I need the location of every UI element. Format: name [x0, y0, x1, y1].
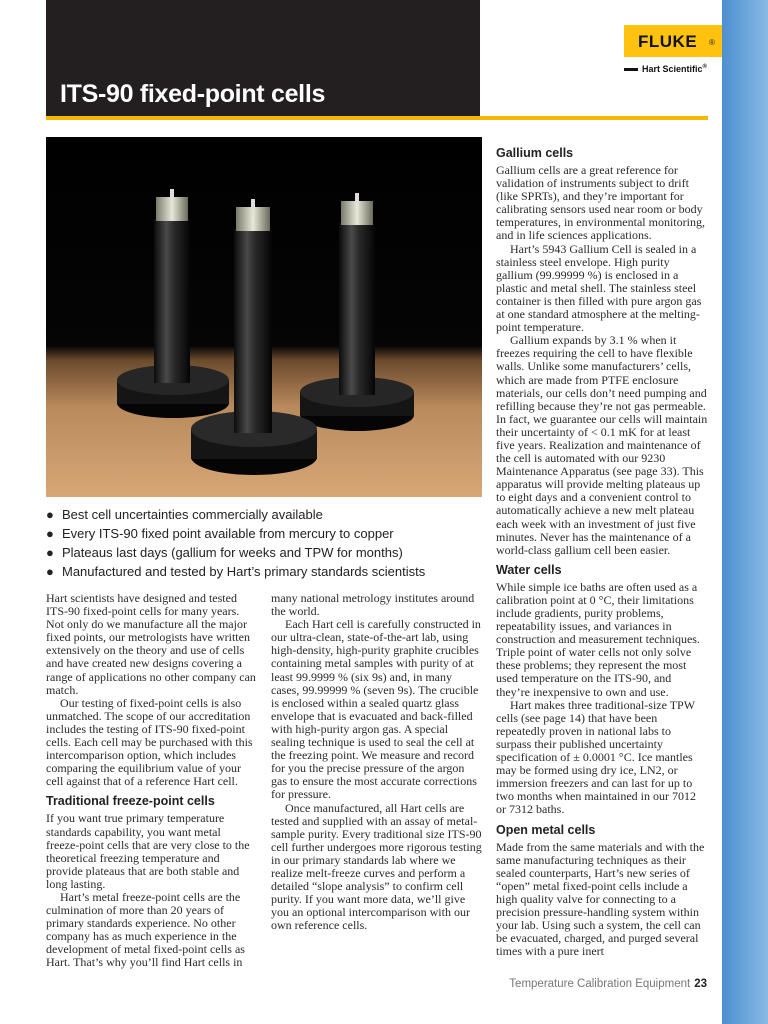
body-paragraph: Made from the same materials and with the same manufacturing techniques as their sealed counterparts, Hart’s new series of “open” metal fixed-point cells include a high quality valve for connecting to a precision pressure-handling system within your lab. Using such a system, the cell can be evacuated, charged, and purged several times with a pure inert: [496, 839, 705, 959]
bullet-item: [44, 524, 484, 543]
bullet-dot-icon: ●: [46, 526, 54, 541]
intro-paragraph: Our testing of fixed-point cells is also unmatched. The scope of our accreditation includes the testing of ITS-90 fixed-point cells. Each cell may be purchased with this intercomparison option, which includes comparing the equilibrium value of your cell against that of a reference Hart cell.: [46, 695, 253, 789]
logo-registered-mark: ®: [709, 38, 715, 47]
hart-registered-mark: ®: [702, 64, 707, 70]
intro-paragraph: Hart scientists have designed and tested ITS-90 fixed-point cells for many years. Not only do we manufacture all the major fixed points, our metrologists have written extensively on the theory and use of cells and have created new designs covering a range of applications no other company can match.: [46, 591, 256, 697]
title-rule: [46, 116, 708, 120]
side-stripe: [722, 0, 768, 1024]
bullet-dot-icon: ●: [46, 507, 54, 522]
bullet-dot-icon: ●: [46, 545, 54, 560]
page-number: 23: [694, 978, 707, 990]
body-paragraph: Hart makes three traditional-size TPW cells (see page 14) that have been repeatedly proven in national labs to surpass their published uncertainty specification of ± 0.0001 °C. Ice mantles may be formed using dry ice, LN2, or immersion freezers and can last for up to two months when maintained in our 7012 or 7312 baths.: [496, 697, 696, 817]
body-paragraph: Hart’s 5943 Gallium Cell is sealed in a stainless steel envelope. High purity gallium (99.99999 %) is enclosed in a plastic and metal shell. The stainless steel container is then filled with pure argon gas at one standard atmosphere at the melting-point temperature.: [496, 241, 702, 335]
body-paragraph: If you want true primary temperature standards capability, you want metal freeze-point cells that are very close to the theoretical freezing temperature and provide plateaus that are both stable and long lasting.: [46, 811, 250, 891]
bullet-dot-icon: ●: [46, 564, 54, 579]
body-paragraph: Gallium expands by 3.1 % when it freezes requiring the cell to have flexible walls. Unlike some manufacturers’ cells, which are made from PTFE enclosure materials, our cells don’t need pumping and refilling because they’re not gas permeable. In fact, we guarantee our cells will maintain their uncertainty of < 0.1 mK for at least five years. Realization and maintenance of the cell is automated with our 9230 Maintenance Apparatus (see page 33). This apparatus will provide melting plateaus up to eight days and a convenient control to automatically achieve a new melt plateau each week with an investment of just five minutes. Never has the maintenance of a world-class gallium cell been easier.: [496, 333, 708, 557]
page-footer: [509, 978, 707, 990]
footer-label: Temperature Calibration Equipment: [509, 978, 691, 990]
feature-bullet-list: [44, 505, 484, 581]
bullet-text: Every ITS-90 fixed point available from mercury to copper: [62, 526, 394, 541]
body-paragraph: many national metrology institutes around the world.: [271, 591, 475, 619]
bullet-text: Plateaus last days (gallium for weeks and TPW for months): [62, 545, 403, 560]
fluke-logo: [624, 25, 722, 57]
logo-text: FLUKE: [638, 32, 698, 51]
body-paragraph: Gallium cells are a great reference for validation of instruments subject to drift (like SPRTs), and they’re important for calibrating sensors used near room or body temperatures, in environmental monitoring, and in life sciences applications.: [496, 163, 705, 243]
body-paragraph: While simple ice baths are often used as a calibration point at 0 °C, their limitations include gradients, purity problems, repeatability issues, and variances in construction and measurement techniques. Triple point of water cells not only solve these problems; they represent the most used temperature on the ITS-90, and they’re inexpensive to own and use.: [496, 579, 700, 699]
bullet-text: Best cell uncertainties commercially available: [62, 507, 323, 522]
fixed-point-cells-illustration: [46, 137, 482, 497]
section-heading-freeze-point: Traditional freeze-point cells: [46, 794, 215, 809]
hart-scientific-label: [624, 64, 707, 74]
column-3: [496, 146, 708, 958]
section-heading-open-metal: Open metal cells: [496, 822, 596, 837]
bullet-text: Manufactured and tested by Hart’s primary standards scientists: [62, 564, 426, 579]
bullet-item: [44, 562, 484, 581]
body-paragraph: Each Hart cell is carefully constructed in our ultra-clean, state-of-the-art lab, using high-density, high-purity graphite crucibles containing metal samples with purity of at least 99.9999 % (six 9s) and, in many cases, 99.99999 % (seven 9s). The crucible is enclosed within a sealed quartz glass envelope that is evacuated and back-filled with high-purity argon gas. A special sealing technique is used to seal the cell at the freezing point. We measure and record for you the precise pressure of the argon gas to ensure the most accurate corrections for pressure.: [271, 617, 481, 802]
page-title: ITS-90 fixed-point cells: [60, 80, 326, 108]
body-paragraph: Hart’s metal freeze-point cells are the culmination of more than 20 years of primary standards experience. No other company has as much experience in the development of metal fixed-point cells as Hart. That’s why you’ll find Hart cells in: [46, 889, 245, 970]
bullet-item: [44, 543, 484, 562]
body-paragraph: Once manufactured, all Hart cells are tested and supplied with an assay of metal-sample purity. Every traditional size ITS-90 cell further undergoes more rigorous testing in our primary standards lab where we realize melt-freeze curves and perform a detailed “slope analysis” to confirm cell purity. If you want more data, we’ll give you an optional intercomparison with our own reference cells.: [271, 800, 482, 933]
bullet-item: [44, 505, 484, 524]
section-heading-gallium: Gallium cells: [496, 146, 574, 160]
column-1: [46, 592, 256, 970]
hart-bar: [624, 68, 638, 71]
product-photo: [46, 137, 482, 497]
section-heading-water: Water cells: [496, 562, 562, 577]
column-2: [271, 592, 482, 932]
hart-text: Hart Scientific: [642, 64, 703, 74]
